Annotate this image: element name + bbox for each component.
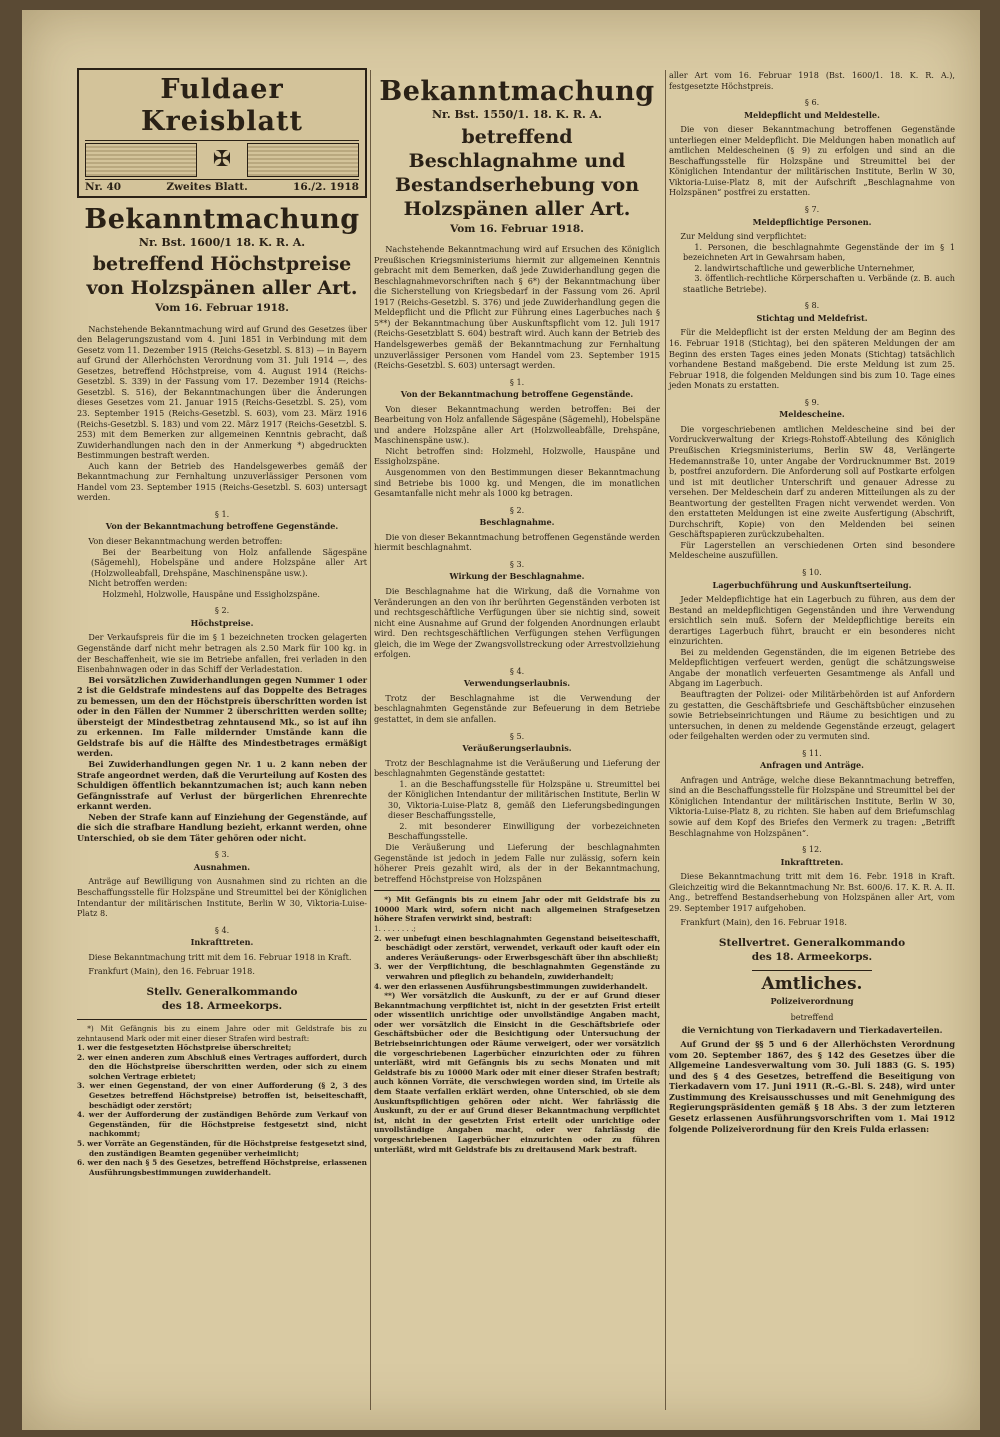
- section-heading: Ausnahmen.: [193, 861, 251, 872]
- paragraph: Die Beschlagnahme hat die Wirkung, daß die Vornahme von Veränderungen an den von ihr berührten Gegenständen verboten ist und rechtsgeschäftliche Verfügungen über sie nichtig sind, soweit nicht eine Ausnahme auf Grund der folgenden Anordnungen erlaubt wird. Den rechtsgeschäftlichen Verfügungen stehen Verfügungen gleich, die im Wege der Zwangsvollstreckung oder Arrestvollziehung erfolgen.: [374, 585, 660, 660]
- paragraph: Von dieser Bekanntmachung werden betroffen:: [88, 536, 283, 547]
- issue-number: Nr. 40: [85, 181, 122, 193]
- notice-ref: Nr. Bst. 1600/1 18. K. R. A.: [138, 235, 306, 249]
- section-heading: Wirkung der Beschlagnahme.: [449, 571, 585, 582]
- paragraph: Zur Meldung sind verpflichtet:: [680, 231, 807, 242]
- signature-block: Stellv. Generalkommando des 18. Armeekorps.: [146, 985, 298, 1012]
- list-item: 2. mit besonderer Einwilligung der vorbezeichneten Beschaffungsstelle.: [388, 820, 660, 842]
- section-number: § 2.: [509, 504, 525, 515]
- ordinance-subtitle: betreffend: [790, 1012, 834, 1023]
- section-heading: Von der Bekanntmachung betroffene Gegenstände.: [105, 521, 339, 532]
- notice-ref: Nr. Bst. 1550/1. 18. K. R. A.: [431, 108, 603, 121]
- paragraph: Bei vorsätzlichen Zuwiderhandlungen gegen Nummer 1 oder 2 ist die Geldstrafe mindestens auf das Doppelte des Betrages zu bemessen, um den der Höchstpreis überschritten worden ist oder in den Fällen der Nummer 2 überschritten werden sollte; übersteigt der Mindestbetrag zehntausend Mk., so ist auf ihn zu erkennen. Im Falle mildernder Umstände kann die Geldstrafe bis auf die Hälfte des Mindestbetrages ermäßigt werden.: [77, 674, 367, 759]
- paragraph: Auf Grund der §§ 5 und 6 der Allerhöchsten Verordnung vom 20. September 1867, des § 142 des Gesetzes über die Allgemeine Landesverwaltung vom 30. Juli 1883 (G. S. 195) und des § 4 des Gesetzes, betreffend die Beseitigung von Tierkadavern vom 17. Juni 1911 (R.-G.-Bl. S. 248), wird unter Zustimmung des Kreisausschusses und mit Genehmigung des Regierungspräsidenten gemäß § 18 Abs. 3 der zum letzteren Gesetz erlassenen Ausführungsvorschriften vom 1. Mai 1912 folgende Polizeiverordnung für den Kreis Fulda erlassen:: [669, 1039, 955, 1134]
- paragraph: Die von dieser Bekanntmachung betroffenen Gegenstände unterliegen einer Meldepflicht. Die Meldungen haben monatlich auf amtlichen Meldescheinen (§ 9) zu erfolgen und sind an die Beschaffungsstelle für Holzspäne und Streumittel bei der Königlichen Intendantur der militärischen Institute, Berlin W 30, Viktoria-Luise-Platz 8, mit der Aufschrift „Beschlagnahme von Holzspänen“ postfrei zu erstatten.: [669, 124, 955, 198]
- section-heading: Veräußerungserlaubnis.: [462, 743, 572, 754]
- paragraph: Die von dieser Bekanntmachung betroffenen Gegenstände werden hiermit beschlagnahmt.: [374, 531, 660, 553]
- newspaper-title: Fuldaer Kreisblatt: [141, 74, 303, 137]
- paragraph: Trotz der Beschlagnahme ist die Veräußerung und Lieferung der beschlagnahmten Gegenstände gestattet:: [374, 757, 660, 779]
- section-number: § 12.: [802, 844, 822, 855]
- section-heading: Stichtag und Meldefrist.: [756, 312, 868, 323]
- section-number: § 1.: [509, 376, 525, 387]
- paragraph: aller Art vom 16. Februar 1918 (Bst. 1600/1. 18. K. R. A.), festgesetzte Höchstpreis.: [669, 70, 955, 91]
- section-number: § 10.: [802, 566, 822, 577]
- paragraph: Bei zu meldenden Gegenständen, die im eigenen Betriebe des Meldepflichtigen verfeuert werden, genügt die schätzungsweise Angabe der monatlich verfeuerten Gesamtmenge als Anfall und Abgang im Lagerbuch.: [669, 646, 955, 689]
- masthead-notice-left: [85, 143, 197, 177]
- paragraph: Bei der Bearbeitung von Holz anfallende Sägespäne (Sägemehl), Hobelspäne und andere Holzspäne aller Art (Holzwolleabfall, Drehspäne, Maschinenspäne usw.).: [91, 546, 367, 578]
- paragraph: Neben der Strafe kann auf Einziehung der Gegenstände, auf die sich die strafbare Handlung bezieht, erkannt werden, ohne Unterschied, ob sie dem Täter gehören oder nicht.: [77, 811, 367, 843]
- column-rule: [665, 70, 666, 1410]
- section-heading: Inkrafttreten.: [780, 856, 844, 867]
- edition-label: Zweites Blatt.: [166, 181, 248, 193]
- paragraph: Nicht betroffen sind: Holzmehl, Holzwolle, Hauspäne und Essigholzspäne.: [374, 445, 660, 467]
- paragraph: Bei Zuwiderhandlungen gegen Nr. 1 u. 2 kann neben der Strafe angeordnet werden, daß die Verurteilung auf Kosten des Schuldigen öffentlich bekanntzumachen ist; auch kann neben Gefängnisstrafe auf Verlust der bürgerlichen Ehrenrechte erkannt werden.: [77, 758, 367, 812]
- section-number: § 4.: [509, 665, 525, 676]
- list-item: 2. landwirtschaftliche und gewerbliche Unternehmer,: [694, 262, 915, 273]
- section-heading: Anfragen und Anträge.: [760, 760, 864, 771]
- notice-date: Vom 16. Februar 1918.: [450, 222, 584, 235]
- paragraph: Trotz der Beschlagnahme ist die Verwendung der beschlagnahmten Gegenstände zur Befeuerung in dem Betriebe gestattet, in dem sie anfallen.: [374, 692, 660, 724]
- list-item: 3. öffentlich-rechtliche Körperschaften u. Verbände (z. B. auch staatliche Betriebe).: [683, 273, 955, 294]
- list-item: 1. an die Beschaffungsstelle für Holzspäne u. Streumittel bei der Königlichen Intendantur der militärischen Institute, Berlin W 30, Viktoria-Luise-Platz 8, gemäß den Lieferungsbedingungen dieser Beschaffungsstelle,: [388, 778, 660, 821]
- paragraph: Diese Bekanntmachung tritt mit dem 16. Febr. 1918 in Kraft. Gleichzeitig wird die Bekanntmachung Nr. Bst. 600/6. 17. K. R. A. II. Ang., betreffend Bestandserhebung von Holzspänen aller Art, vom 29. September 1917 aufgehoben.: [669, 871, 955, 913]
- notice-date: Vom 16. Februar 1918.: [155, 302, 289, 315]
- paragraph: Die vorgeschriebenen amtlichen Meldescheine sind bei der Vordruckverwaltung der Kriegs-Rohstoff-Abteilung des Königlich Preußischen Kriegsministeriums, Berlin SW 48, Verlängerte Hedemannstraße 10, unter Angabe der Vordrucknummer Bst. 2019 b, postfrei anzufordern. Die Anforderung soll auf Postkarte erfolgen und ist mit deutlicher Unterschrift und genauer Adresse zu versehen. Der Meldeschein darf zu anderen Mitteilungen als zu der Beantwortung der gestellten Fragen nicht verwendet werden. Von den erstatteten Meldungen ist eine zweite Ausfertigung (Abschrift, Durchschrift, Kopie) von den Meldenden bei seinen Geschäftspapieren zurückzubehalten.: [669, 423, 955, 540]
- section-heading: Meldepflicht und Meldestelle.: [744, 109, 880, 120]
- section-number: § 4.: [214, 924, 230, 935]
- section-number: § 7.: [804, 204, 820, 215]
- paragraph: Anfragen und Anträge, welche diese Bekanntmachung betreffen, sind an die Beschaffungsstelle für Holzspäne und Streumittel bei der Königlichen Intendantur der militärischen Institute, Berlin W 30, Viktoria-Luise-Platz 8, zu richten. Sie haben auf dem Briefumschlag sowie auf dem Kopf des Briefes den Vermerk zu tragen: „Betrifft Beschlagnahme von Holzspänen“.: [669, 774, 955, 838]
- signature-block: Stellvertret. Generalkommando des 18. Armeekorps.: [718, 937, 906, 964]
- section-heading: Inkrafttreten.: [190, 937, 254, 948]
- masthead-notice-right: [247, 143, 359, 177]
- notice-heading: Bekanntmachung: [379, 76, 655, 107]
- issue-date: 16./2. 1918: [293, 181, 359, 193]
- section-number: § 3.: [509, 558, 525, 569]
- column-rule: [370, 70, 371, 1410]
- section-heading: Meldepflichtige Personen.: [752, 216, 872, 227]
- place-date: Frankfurt (Main), den 16. Februar 1918.: [680, 917, 847, 928]
- section-number: § 6.: [804, 97, 820, 108]
- section-number: § 8.: [804, 300, 820, 311]
- notice-title: betreffend Beschlagnahme und Bestandserhebung von Holzspänen aller Art.: [394, 125, 640, 220]
- paragraph: Auch kann der Betrieb des Handelsgewerbes gemäß der Bekanntmachung zur Fernhaltung unzuverlässiger Personen vom Handel vom 23. September 1915 (Reichs-Gesetzbl. S. 603) untersagt werden.: [77, 460, 367, 503]
- right-column: [669, 70, 955, 1134]
- section-number: § 1.: [214, 508, 230, 519]
- notice-heading: Bekanntmachung: [84, 203, 360, 235]
- paragraph: Jeder Meldepflichtige hat ein Lagerbuch zu führen, aus dem der Bestand an meldepflichtigen Gegenständen und ihre Verwendung ersichtlich sein muß. Sofern der Meldepflichtige bereits ein derartiges Lagerbuch führt, braucht er ein besonderes nicht einzurichten.: [669, 594, 955, 647]
- ordinance-subject: die Vernichtung von Tierkadavern und Tierkadaverteilen.: [681, 1024, 943, 1035]
- middle-column: [374, 70, 660, 1154]
- paragraph: Für Lagerstellen an verschiedenen Orten sind besondere Meldescheine auszufüllen.: [669, 539, 955, 561]
- masthead: [77, 68, 367, 198]
- paragraph: Nicht betroffen werden:: [88, 578, 188, 589]
- section-number: § 2.: [214, 605, 230, 616]
- list-item: 1. Personen, die beschlagnahmte Gegenstände der im § 1 bezeichneten Art in Gewahrsam haben,: [683, 241, 955, 263]
- paragraph: Die Veräußerung und Lieferung der beschlagnahmten Gegenstände ist jedoch in jedem Falle nur zulässig, sofern kein höherer Preis gezahlt wird, als der in der Bekanntmachung, betreffend Höchstpreise von Holzspänen: [374, 841, 660, 884]
- footnote: *) Mit Gefängnis bis zu einem Jahre oder mit Geldstrafe bis zu zehntausend Mark oder mit einer dieser Strafen wird bestraft: 1. wer die festgesetzten Höchstpreise überschreitet; 2. wer einen anderen zum Abschluß eines Vertrages auffordert, durch den die Höchstpreise überschritten werden, oder sich zu einem solchen Vertrage erbietet; 3. wer einen Gegenstand, der von einer Aufforderung (§ 2, 3 des Gesetzes betreffend Höchstpreise) betroffen ist, beiseiteschafft, beschädigt oder zerstört; 4. wer der Aufforderung der zuständigen Behörde zum Verkauf von Gegenständen, für die Höchstpreise festgesetzt sind, nicht nachkommt; 5. wer Vorräte an Gegenständen, für die Höchstpreise festgesetzt sind, den zuständigen Beamten gegenüber verheimlicht; 6. wer den nach § 5 des Gesetzes, betreffend Höchstpreise, erlassenen Ausführungsbestimmungen zuwiderhandelt.: [77, 1019, 367, 1178]
- section-heading: Von der Bekanntmachung betroffene Gegenstände.: [400, 389, 634, 400]
- section-number: § 9.: [804, 396, 820, 407]
- section-heading: Höchstpreise.: [190, 617, 254, 628]
- paragraph: Beauftragten der Polizei- oder Militärbehörden ist auf Anfordern zu gestatten, die Geschäftsbriefe und Geschäftsbücher einzusehen sowie Betriebseinrichtungen und Räume zu besichtigen und zu untersuchen, in denen zu meldende Gegenstände erzeugt, gelagert oder feilgehalten werden oder zu vermuten sind.: [669, 688, 955, 742]
- paragraph: Anträge auf Bewilligung von Ausnahmen sind zu richten an die Beschaffungsstelle für Holzspäne und Streumittel bei der Königlichen Intendantur der militärischen Institute, Berlin W 30, Viktoria-Luise-Platz 8.: [77, 876, 367, 919]
- section-heading: Beschlagnahme.: [479, 517, 555, 528]
- notice-title: betreffend Höchstpreise von Holzspänen aller Art.: [86, 253, 358, 300]
- paragraph: Diese Bekanntmachung tritt mit dem 16. Februar 1918 in Kraft.: [88, 951, 352, 962]
- eagle-crest-icon: ✠: [212, 147, 232, 172]
- paragraph: Ausgenommen von den Bestimmungen dieser Bekanntmachung sind Betriebe bis 1000 kg. und Mengen, die im monatlichen Gesamtanfalle nicht mehr als 1000 kg betragen.: [374, 467, 660, 499]
- paragraph: Nachstehende Bekanntmachung wird auf Grund des Gesetzes über den Belagerungszustand vom 4. Juni 1851 in Verbindung mit dem Gesetz vom 11. Dezember 1915 (Reichs-Gesetzbl. S. 813) — in Bayern auf Grund der Allerhöchsten Verordnung vom 31. Juli 1914 —, des Gesetzes, betreffend Höchstpreise, vom 4. August 1914 (Reichs-Gesetzbl. S. 339) in der Fassung vom 17. Dezember 1914 (Reichs-Gesetzbl. S. 516), der Bekanntmachungen über die Änderungen dieses Gesetzes vom 21. Januar 1915 (Reichs-Gesetzbl. S. 25), vom 23. September 1915 (Reichs-Gesetzbl. S. 603), vom 23. März 1916 (Reichs-Gesetzbl. S. 183) und vom 22. März 1917 (Reichs-Gesetzbl. S. 253) mit dem Bemerken zur allgemeinen Kenntnis gebracht, daß Zuwiderhandlungen nach den in der Anmerkung *) abgedruckten Bestimmungen bestraft werden.: [77, 323, 367, 461]
- left-column: [77, 68, 367, 1177]
- section-heading: Verwendungserlaubnis.: [463, 678, 571, 689]
- section-heading: Meldescheine.: [779, 409, 845, 420]
- place-date: Frankfurt (Main), den 16. Februar 1918.: [88, 966, 255, 977]
- section-title: Amtliches.: [761, 974, 863, 995]
- divider: [752, 970, 872, 971]
- paragraph: Nachstehende Bekanntmachung wird auf Ersuchen des Königlich Preußischen Kriegsministeriums hiermit zur allgemeinen Kenntnis gebracht mit dem Bemerken, daß jede Zuwiderhandlung gegen die Beschlagnahmevorschriften nach § 6*) der Bekanntmachung über die Sicherstellung von Kriegsbedarf in der Fassung vom 26. April 1917 (Reichs-Gesetzbl. S. 376) und jede Zuwiderhandlung gegen die Meldepflicht und die Pflicht zur Führung eines Lagerbuches nach § 5**) der Bekanntmachung über Auskunftspflicht vom 12. Juli 1917 (Reichs-Gesetzblatt S. 604) bestraft wird. Auch kann der Betrieb des Handelsgewerbes gemäß der Bekanntmachung zur Fernhaltung unzuverlässiger Personen vom Handel vom 23. September 1915 (Reichs-Gesetzbl. S. 603) untersagt werden.: [374, 244, 660, 371]
- section-heading: Lagerbuchführung und Auskunftserteilung.: [712, 579, 912, 590]
- paragraph: Von dieser Bekanntmachung werden betroffen: Bei der Bearbeitung von Holz anfallende Sägespäne (Sägemehl), Hobelspäne und andere Holzspäne aller Art (Holzwolleabfälle, Drehspäne, Maschinenspäne usw.).: [374, 403, 660, 446]
- paragraph: Für die Meldepflicht ist der ersten Meldung der am Beginn des 16. Februar 1918 (Stichtag), bei den späteren Meldungen der am Beginn des ersten Tages eines jeden Monats (Stichtag) tatsächlich vorhandene Bestand maßgebend. Die erste Meldung ist zum 25. Februar 1918, die folgenden Meldungen sind bis zum 10. Tage eines jeden Monats zu erstatten.: [669, 327, 955, 391]
- section-number: § 11.: [802, 747, 822, 758]
- newspaper-page: [22, 10, 980, 1430]
- ordinance-title: Polizeiverordnung: [770, 995, 854, 1006]
- paragraph: Der Verkaufspreis für die im § 1 bezeichneten trocken gelagerten Gegenstände darf nicht mehr betragen als 2.50 Mark für 100 kg. in der Beschaffenheit, wie sie im Betriebe anfallen, frei verladen in den Eisenbahnwagen oder in das Schiff der Verladestation.: [77, 632, 367, 675]
- paragraph: Holzmehl, Holzwolle, Hauspäne und Essigholzspäne.: [102, 588, 320, 599]
- section-number: § 5.: [509, 730, 525, 741]
- section-number: § 3.: [214, 849, 230, 860]
- footnote: *) Mit Gefängnis bis zu einem Jahr oder mit Geldstrafe bis zu 10000 Mark wird, sofern nicht nach allgemeinen Strafgesetzen höhere Strafen verwirkt sind, bestraft: 1. . . . . . . .; 2. wer unbefugt einen beschlagnahmten Gegenstand beiseiteschafft, beschädigt oder zerstört, verwendet, verkauft oder kauft oder ein anderes Veräußerungs- oder Erwerbsgeschäft über ihn abschließt; 3. wer der Verpflichtung, die beschlagnahmten Gegenstände zu verwahren und pfleglich zu behandeln, zuwiderhandelt; 4. wer den erlassenen Ausführungsbestimmungen zuwiderhandelt. **) Wer vorsätzlich die Auskunft, zu der er auf Grund dieser Bekanntmachung verpflichtet ist, nicht in der gesetzten Frist erteilt oder wissentlich unrichtige oder unvollständige Angaben macht, oder wer vorsätzlich die Einsicht in die Geschäftsbriefe oder Geschäftsbücher oder die Besichtigung oder Untersuchung der Betriebseinrichtungen oder Räume verweigert, oder wer vorsätzlich die vorgeschriebenen Lagerbücher einzurichten oder zu führen unterläßt, wird mit Gefängnis bis zu sechs Monaten und mit Geldstrafe bis zu 10000 Mark oder mit einer dieser Strafen bestraft; auch können Vorräte, die verschwiegen worden sind, im Urteile als dem Staate verfallen erklärt werden, ohne Unterschied, ob sie dem Auskunftspflichtigen gehören oder nicht. Wer fahrlässig die Auskunft, zu der er auf Grund dieser Bekanntmachung verpflichtet ist, nicht in der gesetzten Frist erteilt oder unrichtige oder unvollständige Angaben macht, oder wer fahrlässig die vorgeschriebenen Lagerbücher einzurichten oder zu führen unterläßt, wird mit Geldstrafe bis zu dreitausend Mark bestraft.: [374, 890, 660, 1154]
